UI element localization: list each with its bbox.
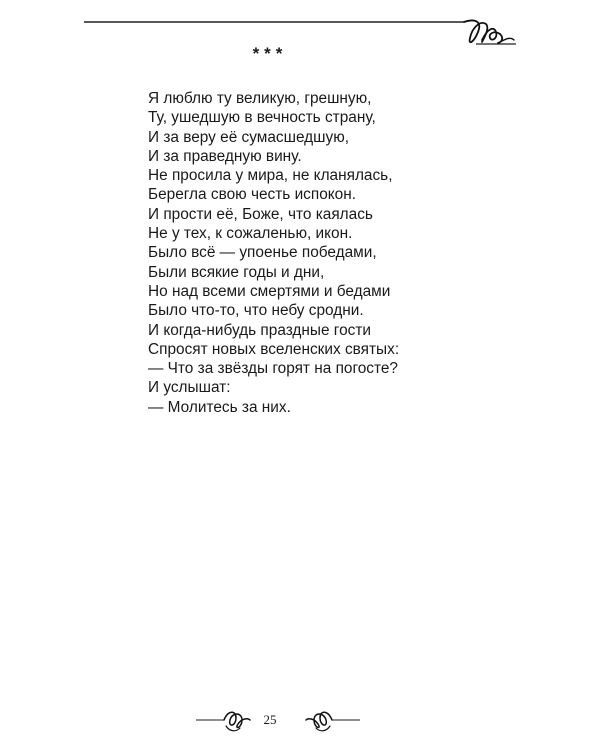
poem xyxy=(148,89,448,417)
poem-line: Но над всеми смертями и бедами xyxy=(148,282,391,300)
poem-line: Ту, ушедшую в вечность страну, xyxy=(148,109,376,127)
poem-line: Не просила у мира, не кланялась, xyxy=(148,167,393,185)
poem-line: — Молитесь за них. xyxy=(148,398,291,416)
poem-line: И когда-нибудь праздные гости xyxy=(148,321,371,339)
poem-line: И за праведную вину. xyxy=(148,147,302,165)
poem-line: И прости её, Боже, что каялась xyxy=(148,205,373,223)
poem-line: И услышат: xyxy=(148,379,231,397)
poem-line: — Что за звёзды горят на погосте? xyxy=(148,360,398,378)
section-mark: *** xyxy=(252,44,288,63)
poem-line: Было что-то, что небу сродни. xyxy=(148,302,364,320)
footer-flourish-right-icon xyxy=(290,704,360,734)
poem-line: Я люблю ту великую, грешную, xyxy=(148,90,372,107)
page-number: 25 xyxy=(263,712,277,727)
poem-line: Было всё — упоенье победами, xyxy=(148,244,377,262)
page-footer xyxy=(0,704,600,734)
poem-line: Не у тех, к сожаленью, икон. xyxy=(148,225,353,243)
poem-line: Были всякие годы и дни, xyxy=(148,263,325,281)
poem-line: Спросят новых вселенских святых: xyxy=(148,340,400,358)
poem-line: И за веру её сумасшедшую, xyxy=(148,128,350,146)
poem-line: Берегла свою честь испокон. xyxy=(148,186,356,204)
